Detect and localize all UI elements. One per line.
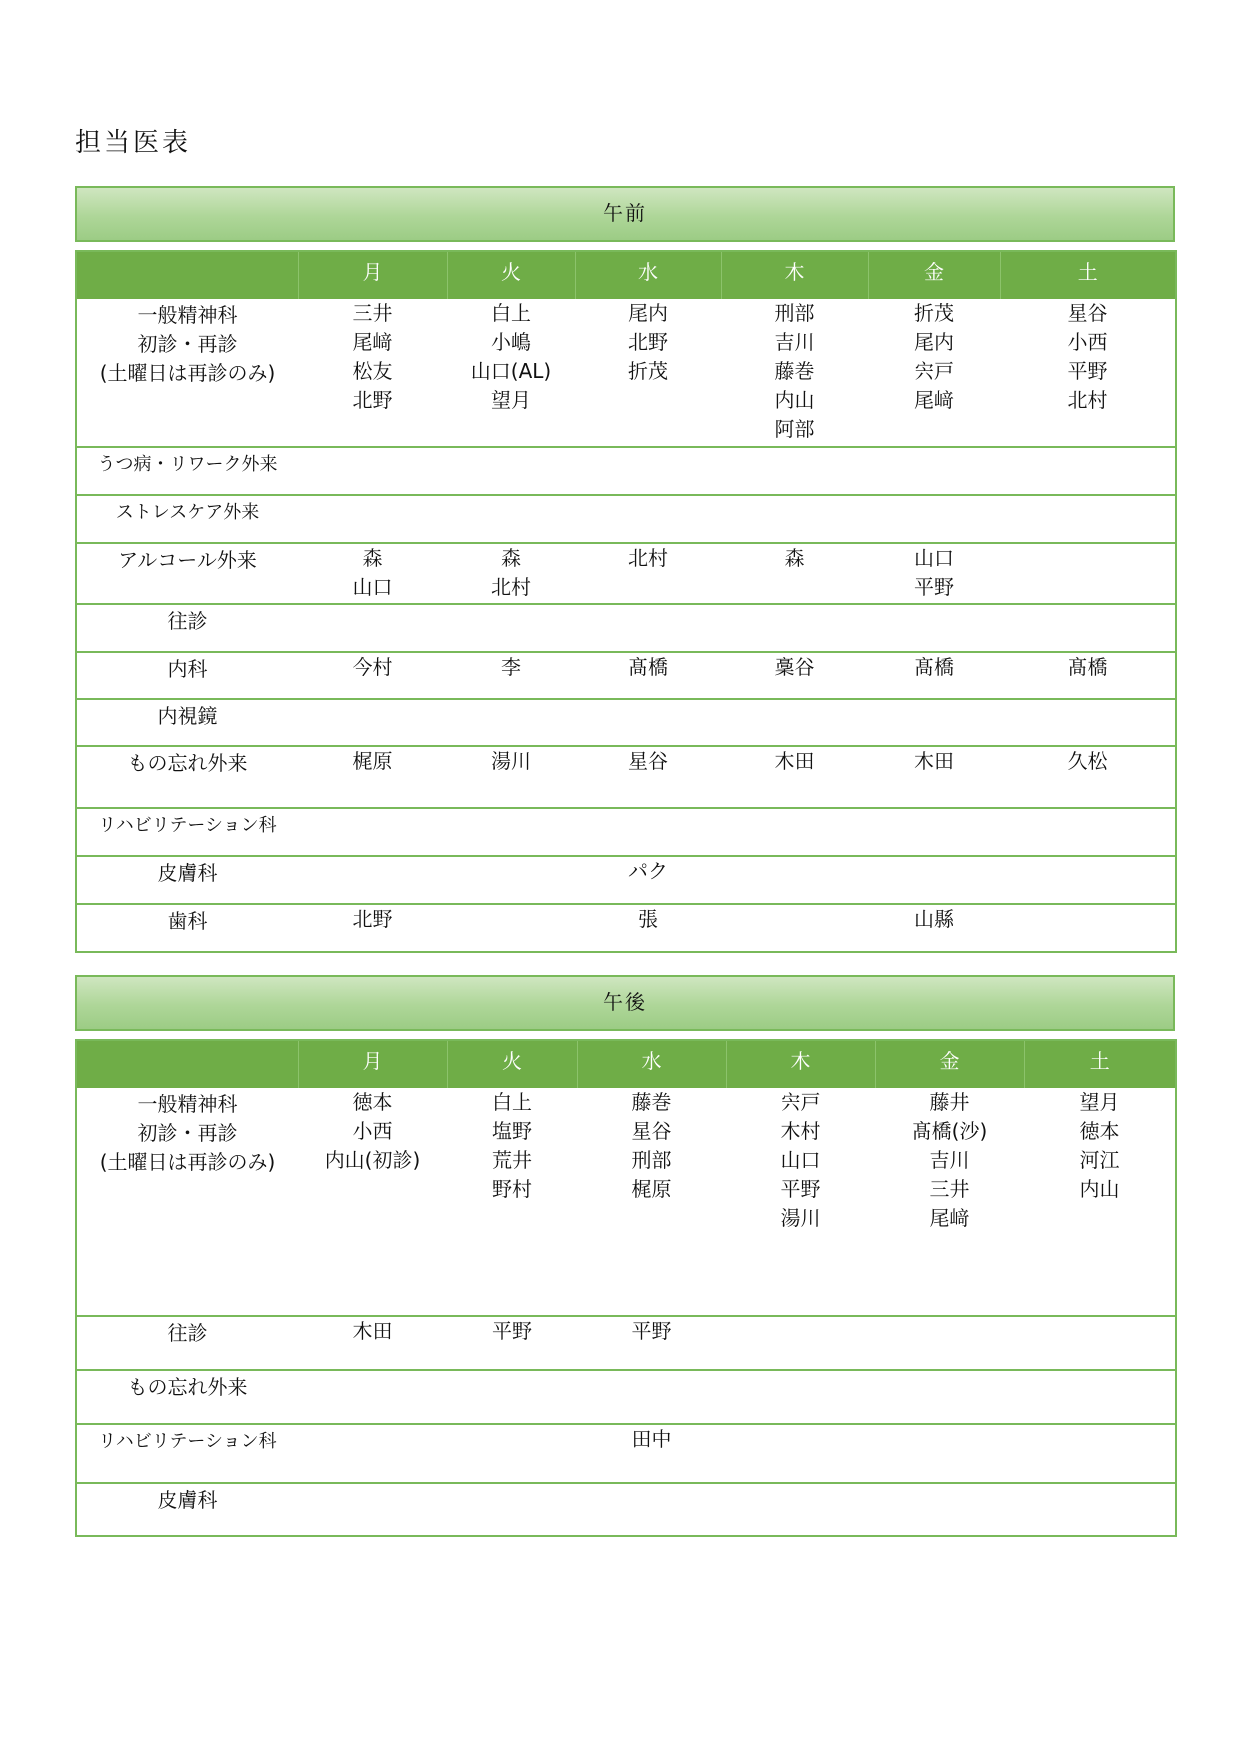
am-row xyxy=(76,543,1176,604)
am-cell-tue xyxy=(447,447,575,495)
am-cell-fri xyxy=(868,447,1000,495)
pm-section-header: 午後 xyxy=(75,975,1175,1031)
am-row xyxy=(76,299,1176,447)
doctor-name: 吉川 xyxy=(774,330,815,354)
am-row xyxy=(76,856,1176,904)
doctor-name: 稾谷 xyxy=(774,655,815,679)
dept-label: 内科 xyxy=(167,657,208,681)
pm-cell-thu xyxy=(726,1316,875,1370)
pm-cell-fri xyxy=(875,1088,1024,1316)
doctor-name: 北野 xyxy=(352,388,393,412)
am-cell-wed xyxy=(575,604,721,652)
pm-cell-sat xyxy=(1024,1316,1176,1370)
pm-cell-fri xyxy=(875,1370,1024,1424)
doctor-name: 北村 xyxy=(491,575,531,599)
am-dept-cell xyxy=(76,447,298,495)
doctor-name: 平野 xyxy=(1067,359,1108,383)
am-cell-mon xyxy=(298,904,447,952)
pm-day-tue: 火 xyxy=(447,1040,577,1088)
am-cell-wed xyxy=(575,543,721,604)
dept-label: 初診・再診 xyxy=(137,332,238,356)
doctor-name: 尾﨑 xyxy=(914,388,954,412)
am-cell-sat xyxy=(1000,543,1176,604)
am-dept-cell xyxy=(76,699,298,746)
doctor-name: 森 xyxy=(501,546,521,570)
am-dept-cell xyxy=(76,299,298,447)
am-row xyxy=(76,904,1176,952)
pm-cell-mon xyxy=(298,1088,447,1316)
doctor-name: 尾﨑 xyxy=(352,330,393,354)
pm-cell-wed xyxy=(577,1088,726,1316)
pm-cell-wed xyxy=(577,1483,726,1536)
pm-cell-wed xyxy=(577,1316,726,1370)
pm-day-thu: 木 xyxy=(726,1040,875,1088)
doctor-name: 星谷 xyxy=(628,749,668,773)
pm-dept-cell xyxy=(76,1483,298,1536)
am-dept-cell xyxy=(76,856,298,904)
pm-cell-tue xyxy=(447,1088,577,1316)
dept-label: 初診・再診 xyxy=(137,1121,238,1145)
am-cell-thu xyxy=(721,447,868,495)
doctor-name: 内山(初診) xyxy=(324,1148,421,1172)
doctor-name: 北野 xyxy=(352,907,393,931)
doctor-name: パク xyxy=(628,859,668,883)
am-cell-sat xyxy=(1000,808,1176,856)
doctor-name: 平野 xyxy=(914,575,954,599)
doctor-name: 望月 xyxy=(1079,1090,1120,1114)
am-cell-sat xyxy=(1000,495,1176,543)
dept-label: (土曜日は再診のみ) xyxy=(99,361,276,385)
am-cell-tue xyxy=(447,699,575,746)
am-row xyxy=(76,604,1176,652)
pm-day-wed: 水 xyxy=(577,1040,726,1088)
pm-row xyxy=(76,1088,1176,1316)
pm-schedule-table xyxy=(75,1039,1177,1537)
am-day-sat: 土 xyxy=(1000,251,1176,299)
am-cell-thu xyxy=(721,543,868,604)
dept-label: アルコール外来 xyxy=(118,548,257,572)
dept-label: 一般精神科 xyxy=(137,303,238,327)
doctor-name: 湯川 xyxy=(780,1206,821,1230)
doctor-name: 三井 xyxy=(352,301,393,325)
am-row xyxy=(76,495,1176,543)
am-cell-wed xyxy=(575,856,721,904)
am-day-mon: 月 xyxy=(298,251,447,299)
dept-label: リハビリテーション科 xyxy=(98,815,277,836)
doctor-name: 吉川 xyxy=(929,1148,970,1172)
am-cell-thu xyxy=(721,299,868,447)
doctor-name: 平野 xyxy=(780,1177,821,1201)
doctor-name: 荒井 xyxy=(492,1148,532,1172)
am-cell-thu xyxy=(721,904,868,952)
pm-cell-wed xyxy=(577,1424,726,1483)
pm-row xyxy=(76,1483,1176,1536)
am-cell-mon xyxy=(298,652,447,699)
doctor-name: 白上 xyxy=(491,301,531,325)
doctor-name: 木田 xyxy=(352,1319,393,1343)
am-cell-sat xyxy=(1000,652,1176,699)
pm-cell-fri xyxy=(875,1483,1024,1536)
doctor-name: 徳本 xyxy=(1079,1119,1120,1143)
am-cell-wed xyxy=(575,652,721,699)
page-title: 担当医表 xyxy=(75,128,192,158)
doctor-name: 山口 xyxy=(914,546,954,570)
doctor-name: 阿部 xyxy=(774,417,815,441)
am-dept-cell xyxy=(76,808,298,856)
am-cell-wed xyxy=(575,746,721,808)
pm-cell-mon xyxy=(298,1483,447,1536)
am-cell-mon xyxy=(298,543,447,604)
pm-day-header-row xyxy=(76,1040,1176,1088)
pm-cell-sat xyxy=(1024,1424,1176,1483)
am-section-header: 午前 xyxy=(75,186,1175,242)
am-cell-fri xyxy=(868,604,1000,652)
doctor-name: 宍戸 xyxy=(780,1090,821,1114)
pm-cell-thu xyxy=(726,1370,875,1424)
pm-day-sat: 土 xyxy=(1024,1040,1176,1088)
doctor-name: 野村 xyxy=(492,1177,532,1201)
am-cell-thu xyxy=(721,604,868,652)
doctor-name: 田中 xyxy=(631,1427,672,1451)
am-dept-cell xyxy=(76,746,298,808)
am-cell-sat xyxy=(1000,746,1176,808)
doctor-name: 尾内 xyxy=(914,330,954,354)
am-cell-wed xyxy=(575,495,721,543)
am-dept-cell xyxy=(76,652,298,699)
pm-cell-thu xyxy=(726,1424,875,1483)
pm-row xyxy=(76,1316,1176,1370)
doctor-name: 小西 xyxy=(1067,330,1108,354)
am-cell-mon xyxy=(298,808,447,856)
dept-label: 歯科 xyxy=(167,909,208,933)
doctor-name: 梶原 xyxy=(352,749,393,773)
dept-label: 皮膚科 xyxy=(157,1488,218,1512)
dept-label: 往診 xyxy=(167,1321,208,1345)
am-cell-thu xyxy=(721,495,868,543)
doctor-name: 藤井 xyxy=(929,1090,970,1114)
pm-row xyxy=(76,1370,1176,1424)
am-cell-sat xyxy=(1000,447,1176,495)
am-cell-wed xyxy=(575,447,721,495)
doctor-name: 刑部 xyxy=(631,1148,672,1172)
doctor-name: 松友 xyxy=(352,359,393,383)
am-cell-sat xyxy=(1000,856,1176,904)
am-cell-tue xyxy=(447,543,575,604)
pm-cell-wed xyxy=(577,1370,726,1424)
am-cell-mon xyxy=(298,604,447,652)
doctor-name: 平野 xyxy=(631,1319,672,1343)
am-cell-fri xyxy=(868,856,1000,904)
dept-label: もの忘れ外来 xyxy=(127,751,248,775)
am-cell-fri xyxy=(868,299,1000,447)
doctor-name: 藤巻 xyxy=(774,359,815,383)
doctor-name: 梶原 xyxy=(631,1177,672,1201)
doctor-name: 森 xyxy=(362,546,383,570)
doctor-name: 北村 xyxy=(628,546,668,570)
am-cell-mon xyxy=(298,447,447,495)
pm-cell-sat xyxy=(1024,1483,1176,1536)
pm-day-fri: 金 xyxy=(875,1040,1024,1088)
am-cell-sat xyxy=(1000,604,1176,652)
dept-label: (土曜日は再診のみ) xyxy=(99,1150,276,1174)
am-cell-mon xyxy=(298,699,447,746)
doctor-name: 李 xyxy=(501,655,521,679)
am-cell-tue xyxy=(447,746,575,808)
am-cell-wed xyxy=(575,299,721,447)
doctor-name: 北野 xyxy=(628,330,668,354)
am-row xyxy=(76,808,1176,856)
pm-cell-tue xyxy=(447,1316,577,1370)
am-cell-mon xyxy=(298,299,447,447)
doctor-name: 宍戸 xyxy=(914,359,954,383)
doctor-name: 張 xyxy=(638,907,658,931)
doctor-name: 折茂 xyxy=(628,359,668,383)
doctor-name: 湯川 xyxy=(491,749,531,773)
doctor-name: 平野 xyxy=(492,1319,532,1343)
pm-cell-thu xyxy=(726,1483,875,1536)
doctor-name: 髙橋(沙) xyxy=(911,1119,988,1143)
pm-dept-cell xyxy=(76,1088,298,1316)
doctor-name: 北村 xyxy=(1067,388,1108,412)
am-cell-wed xyxy=(575,904,721,952)
am-cell-sat xyxy=(1000,904,1176,952)
am-cell-mon xyxy=(298,856,447,904)
doctor-name: 木田 xyxy=(774,749,815,773)
pm-cell-tue xyxy=(447,1424,577,1483)
am-day-thu: 木 xyxy=(721,251,868,299)
am-cell-fri xyxy=(868,495,1000,543)
doctor-name: 刑部 xyxy=(774,301,815,325)
am-cell-thu xyxy=(721,808,868,856)
doctor-name: 小西 xyxy=(352,1119,393,1143)
dept-label: 往診 xyxy=(167,609,208,633)
pm-cell-sat xyxy=(1024,1370,1176,1424)
am-row xyxy=(76,652,1176,699)
am-corner-cell xyxy=(76,251,298,299)
dept-label: リハビリテーション科 xyxy=(98,1431,277,1452)
doctor-name: 折茂 xyxy=(914,301,954,325)
doctor-name: 木田 xyxy=(914,749,954,773)
dept-label: 内視鏡 xyxy=(157,704,218,728)
pm-cell-mon xyxy=(298,1316,447,1370)
am-cell-tue xyxy=(447,856,575,904)
dept-label: 一般精神科 xyxy=(137,1092,238,1116)
am-cell-sat xyxy=(1000,299,1176,447)
am-cell-tue xyxy=(447,604,575,652)
am-cell-thu xyxy=(721,746,868,808)
dept-label: ストレスケア外来 xyxy=(115,502,260,523)
am-cell-fri xyxy=(868,808,1000,856)
pm-cell-tue xyxy=(447,1483,577,1536)
am-row xyxy=(76,699,1176,746)
doctor-name: 三井 xyxy=(929,1177,970,1201)
doctor-name: 小嶋 xyxy=(491,330,531,354)
am-day-fri: 金 xyxy=(868,251,1000,299)
doctor-name: 山口 xyxy=(780,1148,821,1172)
pm-cell-tue xyxy=(447,1370,577,1424)
doctor-name: 内山 xyxy=(774,388,815,412)
pm-cell-sat xyxy=(1024,1088,1176,1316)
am-cell-thu xyxy=(721,856,868,904)
am-cell-fri xyxy=(868,904,1000,952)
am-day-tue: 火 xyxy=(447,251,575,299)
pm-cell-fri xyxy=(875,1316,1024,1370)
doctor-name: 星谷 xyxy=(1067,301,1108,325)
pm-cell-thu xyxy=(726,1088,875,1316)
doctor-name: 久松 xyxy=(1067,749,1108,773)
dept-label: うつ病・リワーク外来 xyxy=(97,454,278,475)
am-cell-tue xyxy=(447,495,575,543)
doctor-name: 塩野 xyxy=(492,1119,532,1143)
doctor-name: 今村 xyxy=(352,655,393,679)
dept-label: 皮膚科 xyxy=(157,861,218,885)
am-cell-mon xyxy=(298,495,447,543)
am-dept-cell xyxy=(76,495,298,543)
am-cell-fri xyxy=(868,652,1000,699)
pm-dept-cell xyxy=(76,1316,298,1370)
am-cell-thu xyxy=(721,652,868,699)
doctor-name: 山口(AL) xyxy=(470,359,552,383)
doctor-name: 白上 xyxy=(492,1090,532,1114)
am-cell-tue xyxy=(447,652,575,699)
doctor-name: 森 xyxy=(784,546,805,570)
am-day-wed: 水 xyxy=(575,251,721,299)
doctor-name: 河江 xyxy=(1079,1148,1120,1172)
am-cell-mon xyxy=(298,746,447,808)
doctor-name: 尾内 xyxy=(628,301,668,325)
doctor-name: 徳本 xyxy=(352,1090,393,1114)
doctor-name: 星谷 xyxy=(631,1119,672,1143)
am-dept-cell xyxy=(76,604,298,652)
doctor-name: 内山 xyxy=(1079,1177,1120,1201)
am-cell-wed xyxy=(575,808,721,856)
doctor-name: 藤巻 xyxy=(631,1090,672,1114)
doctor-name: 髙橋 xyxy=(1067,655,1108,679)
am-dept-cell xyxy=(76,543,298,604)
doctor-name: 望月 xyxy=(491,388,531,412)
am-cell-fri xyxy=(868,699,1000,746)
am-dept-cell xyxy=(76,904,298,952)
am-cell-fri xyxy=(868,543,1000,604)
am-row xyxy=(76,746,1176,808)
doctor-name: 髙橋 xyxy=(628,655,668,679)
pm-day-mon: 月 xyxy=(298,1040,447,1088)
pm-cell-fri xyxy=(875,1424,1024,1483)
am-day-header-row xyxy=(76,251,1176,299)
doctor-name: 尾﨑 xyxy=(929,1206,970,1230)
am-cell-fri xyxy=(868,746,1000,808)
pm-corner-cell xyxy=(76,1040,298,1088)
dept-label: もの忘れ外来 xyxy=(127,1375,248,1399)
pm-cell-mon xyxy=(298,1424,447,1483)
pm-dept-cell xyxy=(76,1424,298,1483)
am-cell-tue xyxy=(447,808,575,856)
am-cell-thu xyxy=(721,699,868,746)
doctor-name: 山縣 xyxy=(914,907,954,931)
doctor-name: 髙橋 xyxy=(914,655,954,679)
pm-dept-cell xyxy=(76,1370,298,1424)
pm-cell-mon xyxy=(298,1370,447,1424)
am-cell-tue xyxy=(447,904,575,952)
am-cell-tue xyxy=(447,299,575,447)
am-schedule-table xyxy=(75,250,1177,953)
am-row xyxy=(76,447,1176,495)
am-cell-wed xyxy=(575,699,721,746)
doctor-name: 木村 xyxy=(780,1119,821,1143)
am-cell-sat xyxy=(1000,699,1176,746)
doctor-name: 山口 xyxy=(352,575,393,599)
pm-row xyxy=(76,1424,1176,1483)
